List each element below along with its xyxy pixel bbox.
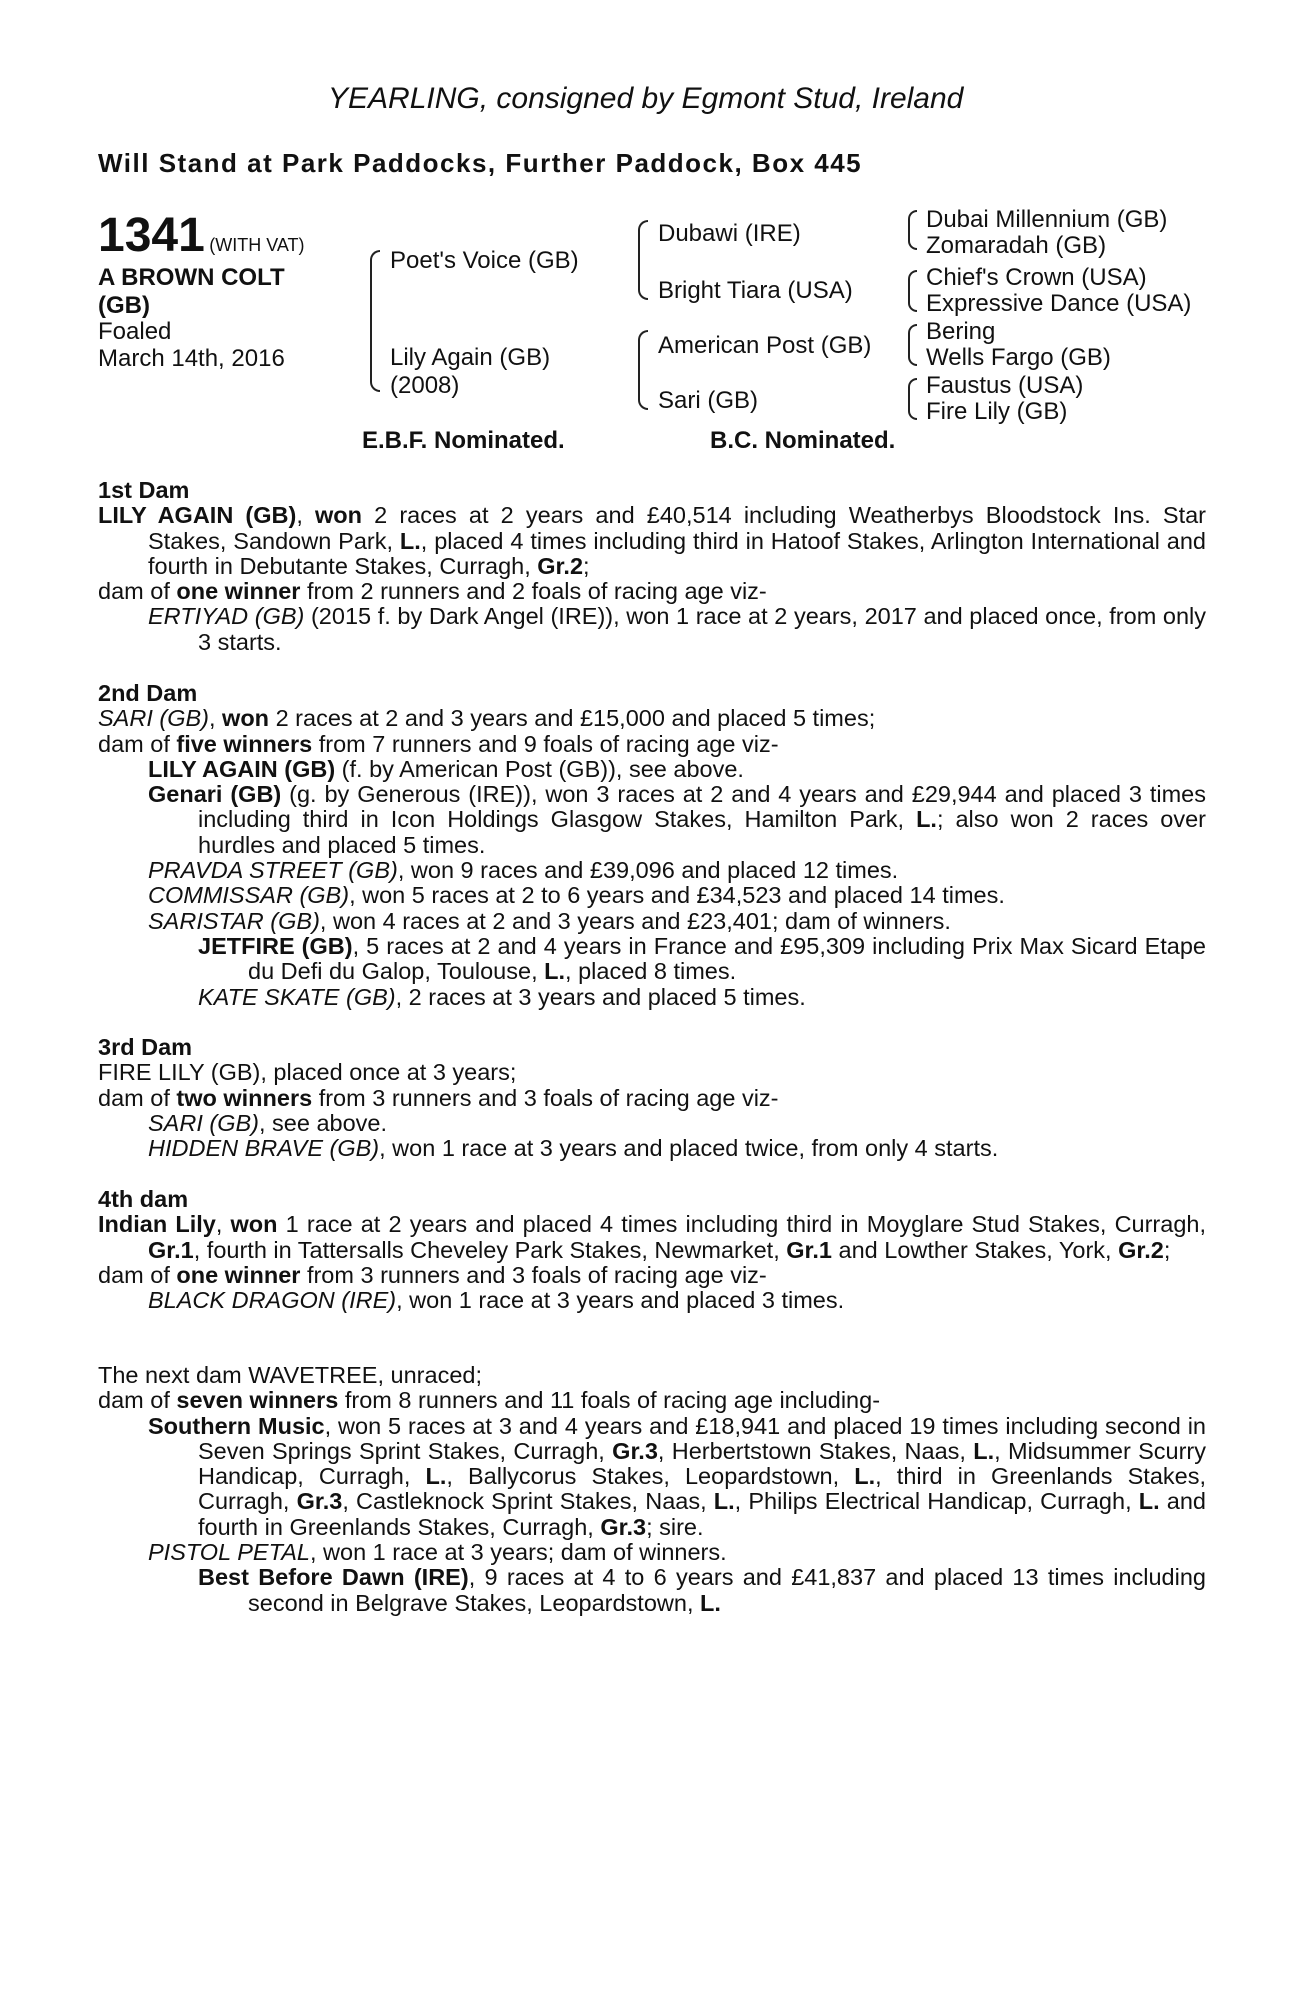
record-text: , won 5 races at 2 to 6 years and £34,523 and placed 14 times. xyxy=(349,882,1005,909)
winners-count: five winners xyxy=(176,730,313,757)
listed-mark: L. xyxy=(1138,1488,1160,1515)
progeny-entry xyxy=(98,1136,1206,1161)
horse-name: Indian Lily xyxy=(98,1211,216,1238)
progeny-entry xyxy=(98,1414,1206,1540)
record-text: , Philips Electrical Handicap, Curragh, xyxy=(734,1488,1139,1515)
horse-name: SARI (GB) xyxy=(98,705,209,732)
dam-of-line xyxy=(98,1388,1206,1413)
listed-mark: L. xyxy=(854,1463,876,1490)
winners-count: two winners xyxy=(176,1084,313,1111)
pedigree-dd-sire: Faustus (USA) xyxy=(926,372,1084,399)
pedigree-sire-dam: Bright Tiara (USA) xyxy=(658,277,853,304)
second-dam-section xyxy=(98,681,1206,1010)
dam-of-label: dam of xyxy=(98,578,177,605)
horse-name: LILY AGAIN (GB) xyxy=(98,502,297,529)
pedigree-dd-dam: Fire Lily (GB) xyxy=(926,398,1068,425)
record-text: ; xyxy=(1163,1236,1171,1263)
group-mark: Gr.3 xyxy=(600,1513,647,1540)
dam-of-line xyxy=(98,579,1206,604)
dam-record xyxy=(98,706,1206,731)
horse-name: PISTOL PETAL xyxy=(148,1539,310,1566)
dam-of-text: from 8 runners and 11 foals of racing age including- xyxy=(338,1387,881,1414)
dam-of-text: from 2 runners and 2 foals of racing age viz- xyxy=(300,578,767,605)
pedigree-ds-sire: Bering xyxy=(926,318,996,345)
record-text: (2015 f. by Dark Angel (IRE)), won 1 race at 2 years, 2017 and placed once, from only 3 starts. xyxy=(198,603,1207,655)
pedigree-brace-sire xyxy=(638,220,648,300)
dam-record: The next dam WAVETREE, unraced; xyxy=(98,1362,482,1388)
progeny-entry xyxy=(98,909,1206,934)
lot-heading xyxy=(98,208,305,263)
dam-of-text: from 7 runners and 9 foals of racing age viz- xyxy=(312,730,779,757)
pedigree-dam-dam: Sari (GB) xyxy=(658,387,759,414)
horse-name: PRAVDA STREET (GB) xyxy=(148,857,398,884)
section-title: 1st Dam xyxy=(98,477,190,503)
pedigree-brace-sd xyxy=(908,270,917,312)
winners-count: one winner xyxy=(176,578,301,605)
record-text: , fourth in Tattersalls Cheveley Park Stakes, Newmarket, xyxy=(193,1236,787,1263)
record-text: , placed 8 times. xyxy=(565,958,737,985)
record-text: ; also won 2 races over hurdles and placed 5 times. xyxy=(198,806,1206,858)
horse-name: KATE SKATE (GB) xyxy=(198,983,396,1010)
pedigree-sire-sire: Dubawi (IRE) xyxy=(658,220,801,247)
listed-mark: L. xyxy=(973,1437,995,1464)
pedigree-brace-ss xyxy=(908,210,917,250)
grand-progeny-entry xyxy=(98,985,1206,1010)
record-text: , won 1 race at 3 years and placed 3 times. xyxy=(396,1287,845,1314)
horse-name: JETFIRE (GB) xyxy=(198,932,353,959)
dam-of-label: dam of xyxy=(98,1387,177,1414)
dam-record: LILY AGAIN (GB), won 2 races at 2 years and £40,514 including Weatherbys Bloodstock Ins. Star Stakes, Sandown Park, L., placed 4 times including third in Hatoof Stakes, Arlington International and fourth in Debutante Stakes, Curragh, Gr.2; xyxy=(98,502,1206,579)
dam-record xyxy=(98,1212,1206,1263)
pedigree-brace-gen1 xyxy=(370,250,380,392)
colt-description-1: A BROWN COLT xyxy=(98,264,285,291)
record-text: 1 race at 2 years and placed 4 times including third in Moyglare Stud Stakes, Curragh, xyxy=(277,1211,1206,1238)
record-text: , 2 races at 3 years and placed 5 times. xyxy=(395,983,806,1010)
horse-name: Genari (GB) xyxy=(148,781,282,808)
won-label: won xyxy=(230,1211,278,1238)
colt-description-2: (GB) xyxy=(98,292,150,319)
dam-of-line xyxy=(98,1263,1206,1288)
record-text: , Ballycorus Stakes, Leopardstown, xyxy=(446,1463,855,1490)
record-text: , see above. xyxy=(258,1109,388,1136)
won-label: won xyxy=(222,705,270,732)
progeny-entry xyxy=(98,782,1206,858)
progeny-entry xyxy=(98,604,1206,655)
vat-label: (WITH VAT) xyxy=(209,235,305,255)
pedigree-sire: Poet's Voice (GB) xyxy=(390,247,579,274)
record-text: , Midsummer Scurry Handicap, Curragh, xyxy=(198,1437,1206,1490)
record-text: , third in Greenlands Stakes, Curragh, xyxy=(198,1463,1206,1515)
section-title: 4th dam xyxy=(98,1186,189,1212)
record-text: 2 races at 2 and 3 years and £15,000 and placed 5 times; xyxy=(269,705,876,732)
progeny-entry xyxy=(98,858,1206,883)
progeny-entry xyxy=(98,757,1206,782)
record-text: , won 1 race at 3 years; dam of winners. xyxy=(309,1539,727,1566)
progeny-entry xyxy=(98,1288,1206,1313)
horse-name: SARISTAR (GB) xyxy=(148,907,320,934)
horse-name: HIDDEN BRAVE (GB) xyxy=(148,1135,380,1162)
pedigree-sd-dam: Expressive Dance (USA) xyxy=(926,290,1192,317)
listed-mark: L. xyxy=(425,1463,447,1490)
horse-name: BLACK DRAGON (IRE) xyxy=(148,1287,397,1314)
dam-of-text: from 3 runners and 3 foals of racing age viz- xyxy=(300,1261,767,1288)
progeny-entry xyxy=(98,1111,1206,1136)
record-text: , 5 races at 2 and 4 years in France and £95,309 including Prix Max Sicard Etape du Defi du Galop, Toulouse, xyxy=(248,932,1206,985)
record-text: , won 5 races at 3 and 4 years and £18,941 and placed 19 times including second in Seven Springs Sprint Stakes, Curragh, xyxy=(198,1412,1206,1464)
pedigree-ss-sire: Dubai Millennium (GB) xyxy=(926,206,1168,233)
record-text: and Lowther Stakes, York, xyxy=(832,1236,1119,1263)
record-text: (g. by Generous (IRE)), won 3 races at 2 and 4 years and £29,944 and placed 3 times including third in Icon Holdings Glasgow Stakes, Hamilton Park, xyxy=(198,781,1206,833)
lot-number: 1341 xyxy=(98,209,205,262)
group-mark: Gr.2 xyxy=(1118,1236,1164,1263)
record-text: , Herbertstown Stakes, Naas, xyxy=(657,1437,974,1464)
dam-of-label: dam of xyxy=(98,1261,177,1288)
record-text: , won 9 races and £39,096 and placed 12 times. xyxy=(397,857,899,884)
next-dam-section xyxy=(98,1363,1206,1616)
record-text: ; xyxy=(583,552,590,579)
horse-name: Southern Music xyxy=(148,1412,325,1439)
first-dam-section xyxy=(98,478,1206,655)
horse-name: COMMISSAR (GB) xyxy=(148,882,350,909)
dam-record: FIRE LILY (GB), placed once at 3 years; xyxy=(98,1059,517,1086)
horse-name: LILY AGAIN (GB) xyxy=(148,755,336,782)
record-text: 2 races at 2 years and £40,514 including Weatherbys Bloodstock Ins. Star Stakes, Sandown Park, xyxy=(148,502,1206,554)
progeny-entry xyxy=(98,1540,1206,1565)
record-text: , Castleknock Sprint Stakes, Naas, xyxy=(342,1488,714,1515)
record-text: and fourth in Greenlands Stakes, Curragh, xyxy=(198,1488,1206,1540)
third-dam-section xyxy=(98,1035,1206,1161)
group-mark: Gr.1 xyxy=(786,1236,832,1263)
group-mark: Gr.3 xyxy=(296,1488,343,1515)
pedigree-dam-year: (2008) xyxy=(390,372,460,399)
progeny-entry xyxy=(98,883,1206,908)
pedigree-dam: Lily Again (GB) xyxy=(390,344,551,371)
grand-progeny-entry xyxy=(98,934,1206,985)
record-text: ; sire. xyxy=(646,1513,704,1540)
winners-count: one winner xyxy=(176,1261,301,1288)
dam-of-label: dam of xyxy=(98,1084,177,1111)
dam-of-line xyxy=(98,732,1206,757)
group-mark: Gr.3 xyxy=(612,1437,658,1464)
record-text: , 9 races at 4 to 6 years and £41,837 and placed 13 times including second in Belgrave Stakes, Leopardstown, xyxy=(248,1564,1206,1616)
pedigree-sd-sire: Chief's Crown (USA) xyxy=(926,264,1147,291)
won-label: won xyxy=(315,502,362,529)
pedigree-ss-dam: Zomaradah (GB) xyxy=(926,232,1107,259)
listed-mark: L. xyxy=(916,806,937,833)
separator: , xyxy=(215,1211,231,1238)
fourth-dam-section xyxy=(98,1187,1206,1313)
dam-of-text: from 3 runners and 3 foals of racing age viz- xyxy=(312,1084,779,1111)
pedigree-brace-dam xyxy=(638,330,648,410)
ebf-nomination: E.B.F. Nominated. xyxy=(362,427,565,454)
group-mark: Gr.1 xyxy=(148,1236,194,1263)
winners-count: seven winners xyxy=(176,1387,339,1414)
pedigree-brace-dd xyxy=(908,378,917,420)
listed-mark: L. xyxy=(713,1488,735,1515)
foaled-label: Foaled xyxy=(98,318,172,345)
horse-name: ERTIYAD (GB) xyxy=(148,603,305,630)
listed-mark: L. xyxy=(399,527,421,554)
section-title: 3rd Dam xyxy=(98,1034,193,1060)
listed-mark: L. xyxy=(544,958,566,985)
separator: , xyxy=(208,705,223,732)
record-text: (f. by American Post (GB)), see above. xyxy=(335,755,744,782)
stand-location: Will Stand at Park Paddocks, Further Paddock, Box 445 xyxy=(98,148,863,178)
bc-nomination: B.C. Nominated. xyxy=(710,427,896,454)
pedigree-dam-sire: American Post (GB) xyxy=(658,332,872,359)
consignor-line: YEARLING, consigned by Egmont Stud, Ireland xyxy=(328,82,964,115)
record-text: , won 4 races at 2 and 3 years and £23,401; dam of winners. xyxy=(319,907,951,934)
foaled-date: March 14th, 2016 xyxy=(98,345,285,372)
horse-name: SARI (GB) xyxy=(148,1109,259,1136)
group-mark: Gr.2 xyxy=(537,552,584,579)
pedigree-ds-dam: Wells Fargo (GB) xyxy=(926,344,1111,371)
grand-progeny-entry xyxy=(98,1565,1206,1616)
section-title: 2nd Dam xyxy=(98,680,198,706)
record-text: , placed 4 times including third in Hatoof Stakes, Arlington International and fourth in Debutante Stakes, Curragh, xyxy=(148,527,1206,579)
dam-of-label: dam of xyxy=(98,730,177,757)
record-text: , won 1 race at 3 years and placed twice, from only 4 starts. xyxy=(379,1135,999,1162)
listed-mark: L. xyxy=(700,1589,721,1616)
horse-name: Best Before Dawn (IRE) xyxy=(198,1564,469,1591)
dam-of-line xyxy=(98,1086,1206,1111)
pedigree-brace-ds xyxy=(908,324,917,366)
